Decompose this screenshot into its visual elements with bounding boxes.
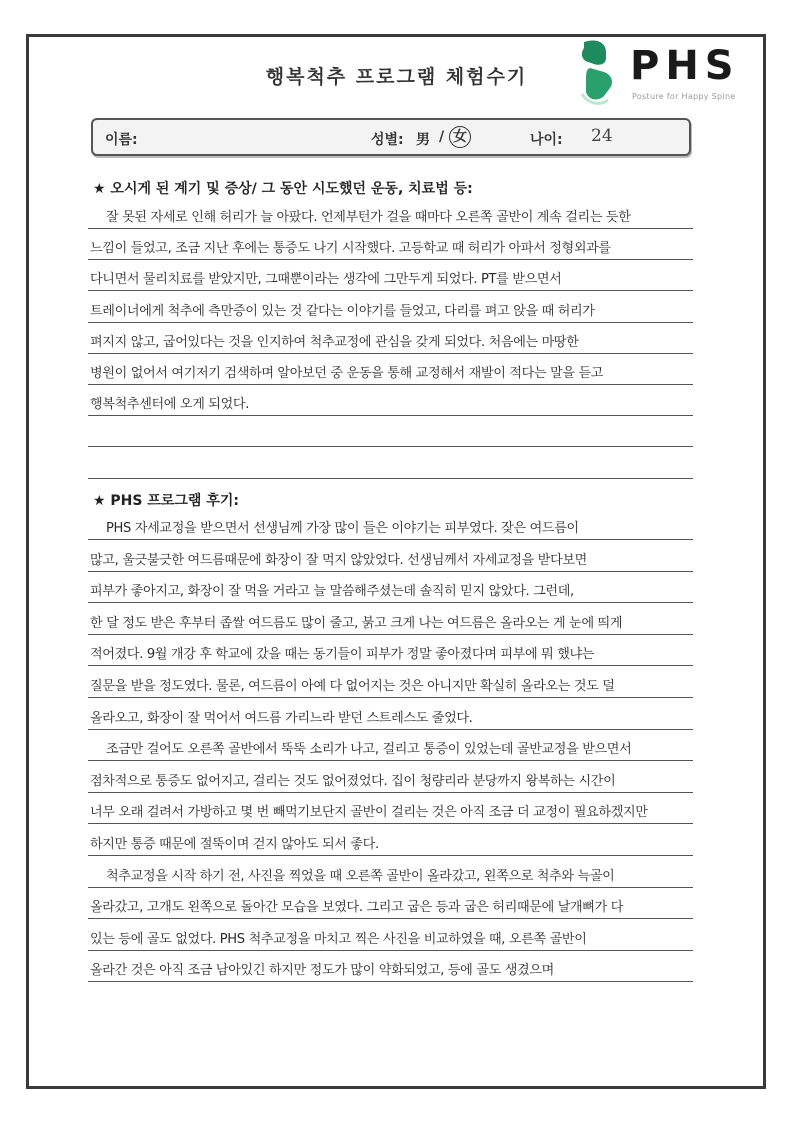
handwritten-line: 행복척추센터에 오게 되었다. bbox=[90, 397, 250, 413]
handwritten-line: 질문을 받을 정도였다. 물론, 여드름이 아예 다 없어지는 것은 아니지만 확실히 올라오는 것도 덜 bbox=[90, 679, 615, 694]
ruled-line bbox=[88, 325, 693, 354]
ruled-line bbox=[88, 606, 693, 635]
gender-separator: / bbox=[439, 129, 445, 145]
ruled-line bbox=[88, 574, 693, 603]
handwritten-line: 너무 오래 걸려서 가방하고 몇 번 빼먹기보단지 골반이 걸리는 것은 아직 조금 더 교정이 필요하겠지만 bbox=[90, 805, 648, 821]
gender-male: 男 bbox=[416, 132, 430, 148]
ruled-line bbox=[88, 890, 693, 919]
ruled-line bbox=[88, 922, 693, 951]
section1-heading: ★ 오시게 된 계기 및 증상/ 그 동안 시도했던 운동, 치료법 등: bbox=[93, 181, 473, 197]
gender-female: 女 bbox=[449, 126, 471, 148]
ruled-line bbox=[88, 356, 693, 385]
logo-tagline: Posture for Happy Spine bbox=[632, 92, 736, 101]
phs-logo bbox=[574, 38, 754, 110]
handwritten-line: 적어졌다. 9월 개강 후 학교에 갔을 때는 동기들이 피부가 정말 좋아졌다며 피부에 뭐 했냐는 bbox=[90, 647, 595, 663]
gender-female-circled bbox=[449, 126, 471, 148]
phs-logo-mark-icon bbox=[574, 38, 622, 108]
handwritten-line: 척추교정을 시작 하기 전, 사진을 찍었을 때 오른쪽 골반이 올라갔고, 왼쪽으로 척추와 늑골이 bbox=[106, 868, 615, 884]
handwritten-line: 펴지지 않고, 굽어있다는 것을 인지하여 척추교정에 관심을 갖게 되었다. 처음에는 마땅한 bbox=[90, 334, 579, 350]
ruled-line bbox=[88, 543, 693, 572]
ruled-line bbox=[88, 450, 693, 479]
ruled-line bbox=[88, 231, 693, 260]
handwritten-line: 있는 등에 골도 없었다. PHS 척추교정을 마치고 찍은 사진을 비교하였을 때, 오른쪽 골반이 bbox=[90, 931, 587, 947]
logo-brand: PHS bbox=[630, 43, 740, 89]
handwritten-line: 한 달 정도 받은 후부터 좁쌀 여드름도 많이 줄고, 붉고 크게 나는 여드름은 올라오는 게 눈에 띄게 bbox=[90, 615, 623, 631]
handwritten-line: 병원이 없어서 여기저기 검색하며 알아보던 중 운동을 통해 교정해서 재발이 적다는 말을 듣고 bbox=[90, 366, 604, 381]
handwritten-line: 점차적으로 통증도 없어지고, 걸리는 것도 없어졌었다. 집이 청량리라 분당까지 왕복하는 시간이 bbox=[90, 773, 616, 789]
ruled-line bbox=[88, 795, 693, 824]
handwritten-line: 조금만 걸어도 오른쪽 골반에서 뚝뚝 소리가 나고, 걸리고 통증이 있었는데 골반교정을 받으면서 bbox=[106, 742, 632, 758]
handwritten-line: 올라간 것은 아직 조금 남아있긴 하지만 정도가 많이 약화되었고, 등에 골도 생겼으며 bbox=[90, 963, 554, 979]
info-box bbox=[91, 118, 691, 156]
gender-label: 성별: bbox=[371, 132, 404, 148]
handwritten-line: 다니면서 물리치료를 받았지만, 그때뿐이라는 생각에 그만두게 되었다. PT를 받으면서 bbox=[90, 272, 562, 288]
age-value: 24 bbox=[591, 126, 613, 146]
ruled-line bbox=[88, 732, 693, 761]
handwritten-line: 피부가 좋아지고, 화장이 잘 먹을 거라고 늘 말씀해주셨는데 솔직히 믿지 않았다. 그런데, bbox=[90, 584, 574, 600]
handwritten-line: 올라오고, 화장이 잘 먹어서 여드름 가리느라 받던 스트레스도 줄었다. bbox=[90, 710, 473, 726]
handwritten-line: 잘 못된 자세로 인해 허리가 늘 아팠다. 언제부턴가 걸을 때마다 오른쪽 골반이 계속 걸리는 듯한 bbox=[106, 210, 631, 225]
ruled-line bbox=[88, 262, 693, 291]
handwritten-line: PHS 자세교정을 받으면서 선생님께 가장 많이 들은 이야기는 피부였다. 잦은 여드름이 bbox=[106, 521, 579, 536]
handwritten-line: 올라갔고, 고개도 왼쪽으로 돌아간 모습을 보였다. 그리고 굽은 등과 굽은 허리때문에 날개뼈가 다 bbox=[90, 900, 624, 916]
ruled-line bbox=[88, 764, 693, 793]
handwritten-line: 하지만 통증 때문에 절뚝이며 걷지 않아도 되서 좋다. bbox=[90, 837, 379, 852]
ruled-line bbox=[88, 511, 693, 540]
ruled-line bbox=[88, 827, 693, 856]
name-label: 이름: bbox=[105, 132, 138, 148]
ruled-line bbox=[88, 669, 693, 698]
age-label: 나이: bbox=[530, 132, 563, 148]
ruled-line bbox=[88, 953, 693, 982]
ruled-line bbox=[88, 701, 693, 730]
ruled-line bbox=[88, 387, 693, 416]
ruled-line bbox=[88, 200, 693, 229]
handwritten-line: 트레이너에게 척추에 측만증이 있는 것 같다는 이야기를 들었고, 다리를 펴고 앉을 때 허리가 bbox=[90, 303, 595, 319]
handwritten-line: 많고, 울긋불긋한 여드름때문에 화장이 잘 먹지 않았었다. 선생님께서 자세교정을 받다보면 bbox=[90, 552, 587, 568]
ruled-line bbox=[88, 859, 693, 888]
section2-heading: ★ PHS 프로그램 후기: bbox=[93, 493, 239, 509]
handwritten-line: 느낌이 들었고, 조금 지난 후에는 통증도 나기 시작했다. 고등학교 때 허리가 아파서 정형외과를 bbox=[90, 241, 611, 257]
ruled-line bbox=[88, 418, 693, 447]
page-title: 행복척추 프로그램 체험수기 bbox=[265, 66, 528, 88]
ruled-line bbox=[88, 637, 693, 666]
ruled-line bbox=[88, 294, 693, 323]
